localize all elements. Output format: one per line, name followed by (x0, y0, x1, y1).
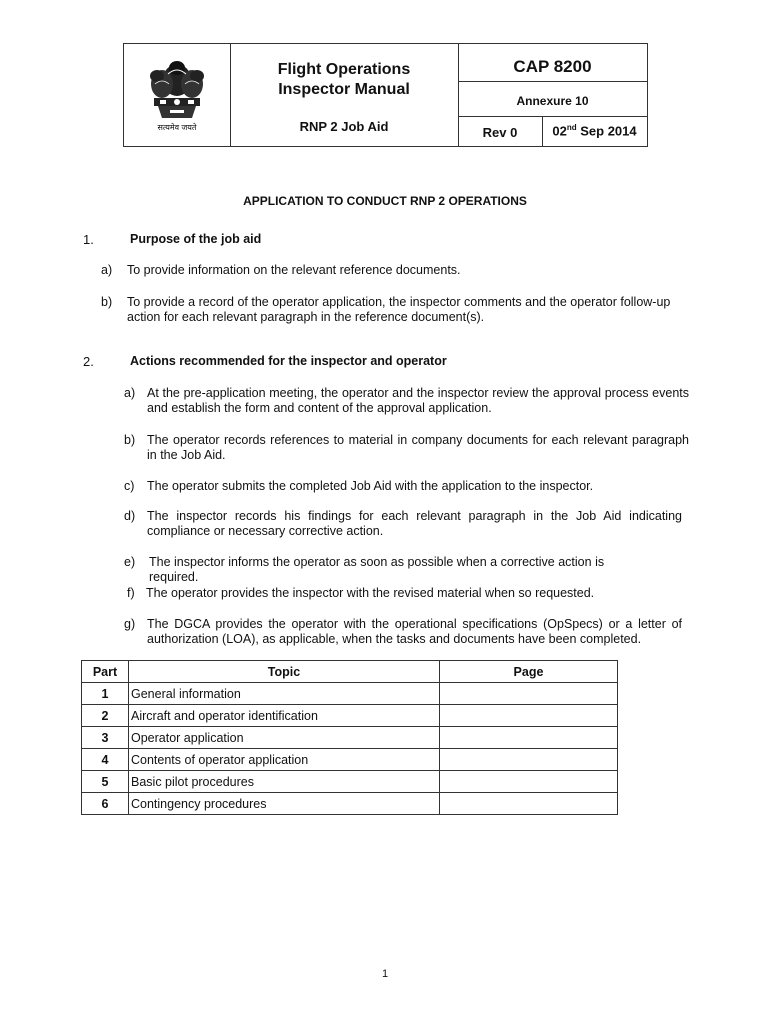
table-row (82, 705, 618, 727)
part-number: 4 (82, 749, 129, 771)
job-aid-subtitle: RNP 2 Job Aid (299, 119, 389, 134)
revision-label: Rev 0 (482, 125, 518, 140)
part-number: 1 (82, 683, 129, 705)
part-topic: Contingency procedures (129, 793, 440, 815)
part-number: 6 (82, 793, 129, 815)
table-row (82, 683, 618, 705)
page-number: 1 (381, 968, 389, 980)
section-2-title: Actions recommended for the inspector and operator (130, 354, 447, 368)
part-page (440, 705, 618, 727)
table-row (82, 749, 618, 771)
part-topic: General information (129, 683, 440, 705)
part-number: 2 (82, 705, 129, 727)
cap-number: CAP 8200 (513, 57, 592, 76)
part-number: 5 (82, 771, 129, 793)
section-2-number: 2. (83, 354, 94, 369)
revision-date: 02nd Sep 2014 (552, 123, 637, 139)
part-topic: Contents of operator application (129, 749, 440, 771)
document-header (123, 43, 648, 147)
part-topic: Operator application (129, 727, 440, 749)
column-header-part: Part (82, 661, 129, 683)
part-number: 3 (82, 727, 129, 749)
part-page (440, 771, 618, 793)
column-header-topic: Topic (129, 661, 440, 683)
part-page (440, 749, 618, 771)
table-header-row (82, 661, 618, 683)
part-topic: Aircraft and operator identification (129, 705, 440, 727)
part-page (440, 727, 618, 749)
part-topic: Basic pilot procedures (129, 771, 440, 793)
manual-title: Flight Operations Inspector Manual (277, 61, 411, 98)
annexure-label: Annexure 10 (516, 94, 589, 108)
page-title: APPLICATION TO CONDUCT RNP 2 OPERATIONS (243, 194, 527, 208)
part-page (440, 793, 618, 815)
column-header-page: Page (440, 661, 618, 683)
part-page (440, 683, 618, 705)
parts-table (81, 660, 618, 815)
emblem-motto: सत्यमेव जयते (157, 123, 197, 132)
table-row (82, 727, 618, 749)
table-row (82, 793, 618, 815)
section-1-number: 1. (83, 232, 94, 247)
table-row (82, 771, 618, 793)
section-1-title: Purpose of the job aid (130, 232, 262, 246)
